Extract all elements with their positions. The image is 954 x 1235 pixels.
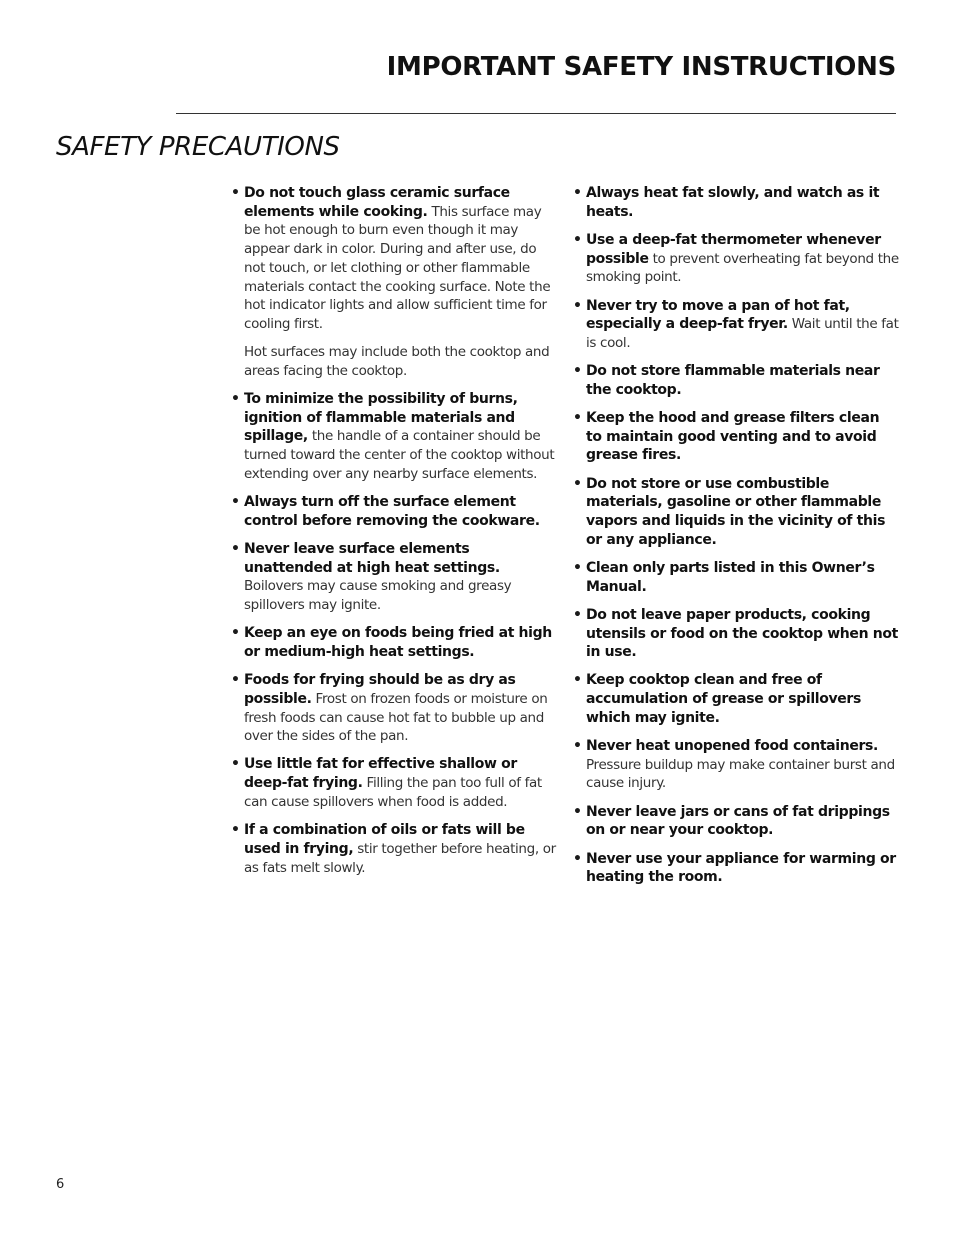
bullet-marker: • [573,410,582,427]
bullet-lead: Always heat fat slowly, and watch as it heats. [586,185,880,220]
bullet-note: Hot surfaces may include both the cooktop and areas facing the cooktop. [244,344,550,379]
bullet-lead: Never leave surface elements unattended at high heat settings. [244,540,500,576]
bullet-item [231,540,557,615]
bullet-lead: Clean only parts listed in this Owner’s Manual. [586,559,875,595]
bullet-item [573,184,899,221]
bullet-lead: Use little fat for effective shallow or deep-fat frying. [244,756,517,792]
bullet-marker: • [573,672,582,689]
bullet-item [573,850,899,887]
right-column [573,184,899,897]
bullet-marker: • [573,363,582,380]
bullet-lead: Do not store flammable materials near the cooktop. [586,363,880,398]
bullet-marker: • [231,672,240,689]
left-column [231,184,557,887]
bullet-lead: Always turn off the surface element control before removing the cookware. [244,494,540,529]
bullet-item [573,559,899,596]
section-title: SAFETY PRECAUTIONS [56,132,340,162]
bullet-body: Filling the pan too full of fat can cause spillovers when food is added. [244,775,542,810]
bullet-item [231,493,557,530]
bullet-marker: • [573,606,582,623]
bullet-lead: Never leave jars or cans of fat drippings on or near your cooktop. [586,803,890,839]
bullet-marker: • [573,850,582,867]
bullet-item [573,297,899,353]
bullet-marker: • [573,559,582,576]
bullet-item [573,362,899,399]
bullet-item [231,671,557,746]
bullet-marker: • [573,297,582,314]
bullet-marker: • [231,391,240,408]
bullet-marker: • [231,822,240,839]
bullet-lead: If a combination of oils or fats will be used in frying, [244,822,525,857]
bullet-marker: • [231,756,240,773]
bullet-lead: Use a deep-fat thermometer whenever possible [586,231,881,267]
page-header-title: IMPORTANT SAFETY INSTRUCTIONS [386,52,896,82]
bullet-lead: To minimize the possibility of burns, ignition of flammable materials and spillage, [244,391,518,445]
bullet-lead: Keep cooktop clean and free of accumulation of grease or spillovers which may ignite. [586,672,861,726]
bullet-lead: Never use your appliance for warming or heating the room. [586,850,896,886]
bullet-lead: Foods for frying should be as dry as possible. [244,672,516,707]
header-divider [176,113,896,114]
bullet-item [573,737,899,793]
bullet-marker: • [573,231,582,248]
bullet-body: Wait until the fat is cool. [586,316,899,351]
bullet-marker: • [573,185,582,201]
bullet-lead: Keep the hood and grease filters clean to maintain good venting and to avoid grease fires. [586,410,880,464]
bullet-body: Frost on frozen foods or moisture on fresh foods can cause hot fat to bubble up and over the sides of the pan. [244,690,548,745]
bullet-lead: Keep an eye on foods being fried at high or medium-high heat settings. [244,625,552,660]
bullet-lead: Do not touch glass ceramic surface elements while cooking. [244,185,510,220]
bullet-marker: • [573,475,582,492]
bullet-marker: • [231,540,240,557]
bullet-item [231,624,557,661]
bullet-item [231,755,557,811]
bullet-item [573,606,899,662]
page-number: 6 [56,1177,65,1192]
bullet-body: Pressure buildup may make container burst and cause injury. [586,756,895,792]
bullet-lead: Do not leave paper products, cooking utensils or food on the cooktop when not in use. [586,606,898,661]
bullet-marker: • [231,625,240,642]
bullet-item [231,184,557,334]
bullet-body: Boilovers may cause smoking and greasy spillovers may ignite. [244,578,512,614]
bullet-marker: • [573,738,582,755]
bullet-item [573,671,899,727]
bullet-marker: • [231,185,240,201]
bullet-item [231,390,557,484]
bullet-item [573,475,899,550]
bullet-lead: Never heat unopened food containers. [586,738,878,755]
bullet-lead: Never try to move a pan of hot fat, especially a deep-fat fryer. [586,297,850,333]
bullet-item [231,821,557,877]
bullet-body: to prevent overheating fat beyond the smoking point. [586,250,899,286]
bullet-body: stir together before heating, or as fats melt slowly. [244,840,556,876]
bullet-item [573,231,899,287]
bullet-marker: • [573,803,582,820]
bullet-body: the handle of a container should be turned toward the center of the cooktop without extending over any nearby surface elements. [244,428,555,482]
bullet-lead: Do not store or use combustible materials, gasoline or other flammable vapors and liquids in the vicinity of this or any appliance. [586,475,886,548]
bullet-marker: • [231,494,240,511]
bullet-item [573,409,899,465]
bullet-item [573,803,899,840]
bullet-body: This surface may be hot enough to burn even though it may appear dark in color. During and after use, do not touch, or let clothing or other flammable materials contact the cooking surface. Note the hot indicator lights and allow sufficient time for cooling first. [244,203,551,332]
